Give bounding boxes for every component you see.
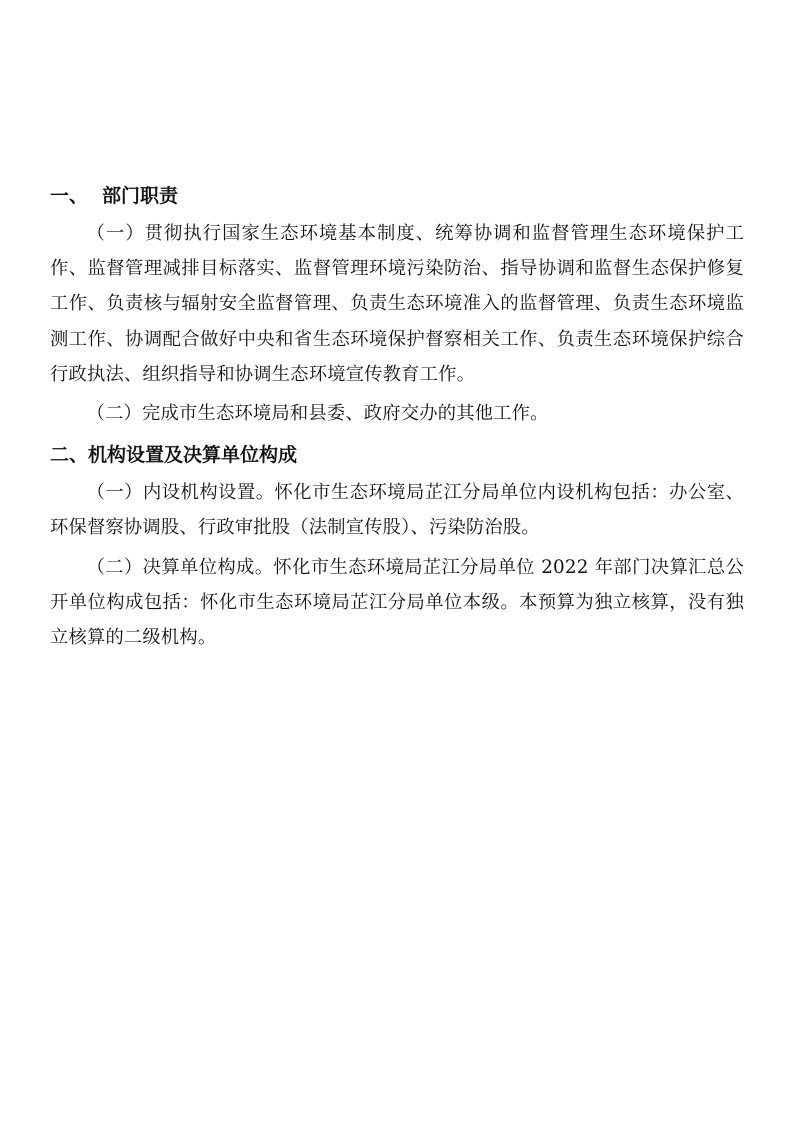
section-heading-structure	[50, 439, 744, 471]
document-page	[50, 180, 744, 655]
paragraph-structure-2: （二）决算单位构成。怀化市生态环境局芷江分局单位 2022 年部门决算汇总公开单位构成包括：怀化市生态环境局芷江分局单位本级。本预算为独立核算，没有独立核算的二级机构。	[50, 556, 744, 649]
section-number: 一、	[50, 185, 89, 207]
paragraph-duties-1: （一）贯彻执行国家生态环境基本制度、统筹协调和监督管理生态环境保护工作、监督管理减排目标落实、监督管理环境污染防治、指导协调和监督生态保护修复工作、负责核与辐射安全监督管理、负责生态环境准入的监督管理、负责生态环境监测工作、协调配合做好中央和省生态环境保护督察相关工作、负责生态环境保护综合行政执法、组织指导和协调生态环境宣传教育工作。	[50, 223, 744, 385]
section-title: 部门职责	[102, 185, 179, 207]
paragraph-structure-1: （一）内设机构设置。怀化市生态环境局芷江分局单位内设机构包括：办公室、环保督察协调股、行政审批股（法制宣传股）、污染防治股。	[50, 482, 744, 539]
paragraph-duties-2: （二）完成市生态环境局和县委、政府交办的其他工作。	[86, 403, 549, 425]
section-heading-duties	[50, 180, 744, 212]
section-title: 二、机构设置及决算单位构成	[50, 444, 298, 467]
